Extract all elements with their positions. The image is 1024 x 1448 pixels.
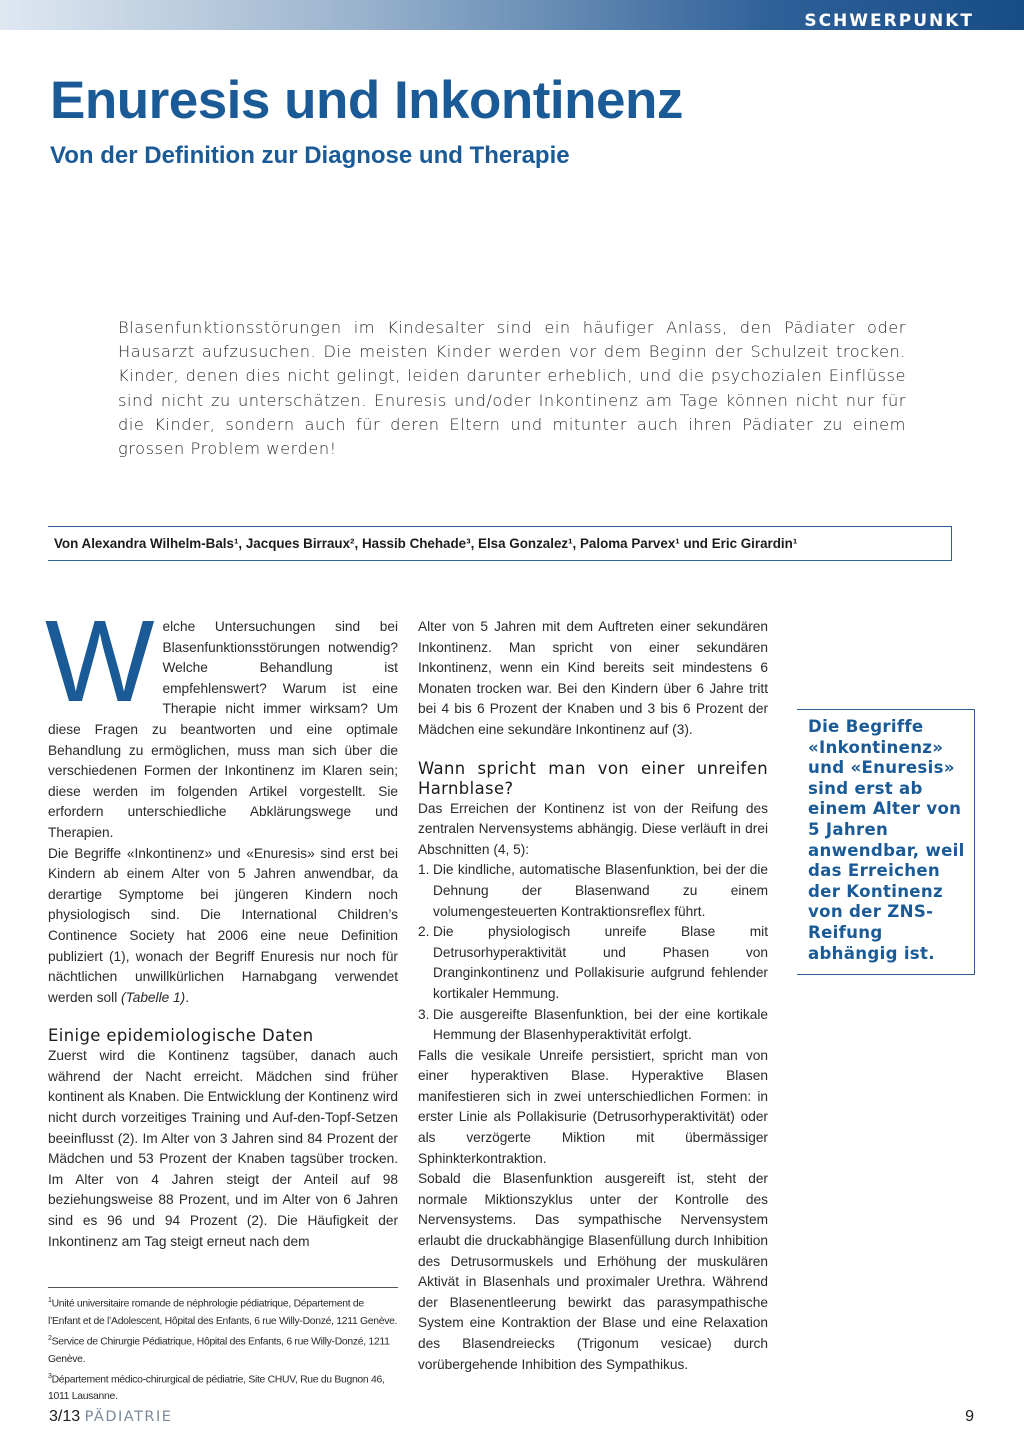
list-text: Die ausgereifte Blasenfunktion, bei der eine kortikale Hemmung der Blasenhyperaktivität erfolgt. [433,1006,768,1043]
intro-text: elche Untersuchungen sind bei Blasenfunktionsstörungen notwendig? Welche Behandlung ist empfehlenswert? Warum ist eine Therapie nicht immer wirksam? Um diese Fragen zu beantworten und eine optimale Behandlung zu ermöglichen, muss man sich über die verschiedenen Formen der Inkontinenz im Klaren sein; diese werden im folgenden Artikel vorgestellt. Sie erfordern unterschiedliche Abklärungswege und Therapien. [48,619,398,840]
text-column-middle [418,617,768,1375]
article-abstract: Blasenfunktionsstörungen im Kindesalter sind ein häufiger Anlass, den Pädiater oder Hausarzt aufzusuchen. Die meisten Kinder werden vor dem Beginn der Schulzeit trocken. Kinder, denen dies nicht gelingt, leiden darunter erheblich, und die psychozialen Einflüsse sind nicht zu unterschätzen. Enuresis und/oder Inkontinenz am Tage können nicht nur für die Kinder, sondern auch für deren Eltern und mitunter auch ihren Pädiater zu einem grossen Problem werden! [118,318,906,459]
pull-quote: Die Begriffe «Inkontinenz» und «Enuresis» sind erst ab einem Alter von 5 Jahren anwendbar, weil das Erreichen der Kontinenz von der ZNS-Reifung abhängig ist. [808,717,965,963]
list-number: 1. [418,862,430,878]
article-title: Enuresis und Inkontinenz [50,71,683,130]
page-number: 9 [965,1408,974,1425]
journal-name: PÄDIATRIE [84,1409,173,1425]
list-number: 2. [418,924,430,940]
maturation-steps-list [418,860,768,1045]
list-item [418,860,768,922]
footnote-text: Service de Chirurgie Pédiatrique, Hôpital des Enfants, 6 rue Willy-Donzé, 1211 Genève. [48,1336,390,1365]
section-heading-bladder: Wann spricht man von einer unreifen Harnblase? [418,758,768,798]
footnote-text: Département médico-chirurgical de pédiatrie, Site CHUV, Rue du Bugnon 46, 1011 Lausanne. [48,1374,385,1403]
authors-box [48,527,952,561]
list-text: Die physiologisch unreife Blase mit Detrusorhyperaktivität und Phasen von Dranginkontinenz und Pollakisurie aufgrund fehlender kortikaler Hemmung. [433,924,768,1001]
paragraph: Alter von 5 Jahren mit dem Auftreten einer sekundären Inkontinenz. Man spricht von einer sekundären Inkontinenz, wenn ein Kind bereits seit mindestens 6 Monaten trocken war. Bei den Kindern über 6 Jahre tritt bei 4 bis 6 Prozent der Knaben und 3 bis 6 Prozent der Mädchen eine sekundäre Inkontinenz auf (3). [418,619,768,737]
list-text: Die kindliche, automatische Blasenfunktion, bei der die Dehnung der Blasenwand zu einem volumengesteuerten Kontraktionsreflex führt. [433,862,768,919]
paragraph-text: Die Begriffe «Inkontinenz» und «Enuresis» sind erst bei Kindern ab einem Alter von 5 Jahren anwendbar, da derartige Symptome bei jüngeren Kindern noch physiologisch sind. Die International Children’s Continence Society hat 2006 eine neue Definition publiziert (1), wonach der Begriff Enuresis nur noch für nächtlichen unwillkürlichen Harnabgang verwendet werden soll [48,845,398,1005]
paragraph: Zuerst wird die Kontinenz tagsüber, danach auch während der Nacht erreicht. Mädchen sind früher kontinent als Knaben. Die Entwicklung der Kontinenz wird nicht durch vorzeitiges Training und Auf-den-Topf-Setzen beeinflusst (2). Im Alter von 3 Jahren sind 84 Prozent der Mädchen und 53 Prozent der Knaben tagsüber trocken. Im Alter von 4 Jahren steigt der Anteil auf 98 beziehungsweise 88 Prozent, und im Alter von 6 Jahren sind es 96 und 94 Prozent (2). Die Häufigkeit der Inkontinenz am Tag steigt erneut nach dem [48,1048,398,1249]
footnote-3: $^3$Département médico-chirurgical de pédiatrie, Site CHUV, Rue du Bugnon 46, 1011 Lausanne. [48,1372,385,1403]
list-number: 3. [418,1006,430,1022]
paragraph: Das Erreichen der Kontinenz ist von der Reifung des zentralen Nervensystems abhängig. Diese verläuft in drei Abschnitten (4, 5): [418,800,768,857]
paragraph: Falls die vesikale Unreife persistiert, spricht man von einer hyperaktiven Blase. Hyperaktive Blasen manifestieren sich in zwei unterschiedlichen Formen: in erster Linie als Pollakisurie (Detrusorhyperaktivität) oder als verzögerte Miktion mit übermässiger Sphinkterkontraktion. [418,1047,768,1166]
paragraph: Sobald die Blasenfunktion ausgereift ist, steht der normale Miktionszyklus unter der Kontrolle des Nervensystems. Das sympathische Nervensystem erlaubt die druckabhängige Blasenfüllung durch Inhibition des Detrusormuskels und Erhöhung der muskulären Aktivät in Blasenhals und proximaler Urethra. Während der Blasenentleerung bewirkt das parasympathische System eine Kontraktion der Blase und eine Relaxation des Blasendreiecks (Trigonum vesicae) durch vorübergehende Inhibition des Sympathikus. [418,1171,768,1372]
pull-quote-box [797,709,975,975]
list-item [418,922,768,1004]
article-subtitle: Von der Definition zur Diagnose und Therapie [50,142,570,169]
footnote-2: $^2$Service de Chirurgie Pédiatrique, Hôpital des Enfants, 6 rue Willy-Donzé, 1211 Genève. [48,1334,390,1365]
section-header-bar [0,0,1024,30]
footnote-text: Unité universitaire romande de néphrologie pédiatrique, Département de l’Enfant et de l’Adolescent, Hôpital des Enfants, 6 rue Willy-Donzé, 1211 Genève. [48,1298,398,1327]
section-heading-epidemiology: Einige epidemiologische Daten [48,1026,314,1046]
intro-paragraph [45,596,398,844]
footnotes [48,1287,398,1406]
paragraph-end: . [185,989,190,1005]
drop-cap: W [45,596,155,726]
authors-line: Von Alexandra Wilhelm-Bals¹, Jacques Birraux², Hassib Chehade³, Elsa Gonzalez¹, Paloma Parvex¹ und Eric Girardin¹ [54,536,798,551]
issue-number: 3/13 [49,1408,81,1425]
table-reference: (Tabelle 1) [121,989,186,1005]
footnote-1: $^1$Unité universitaire romande de néphrologie pédiatrique, Département de l’Enfant et de l’Adolescent, Hôpital des Enfants, 6 rue Willy-Donzé, 1211 Genève. [48,1297,398,1327]
footer-issue [49,1408,172,1426]
list-item [418,1005,768,1046]
text-column-left [45,596,398,1252]
section-tag: SCHWERPUNKT [804,11,974,31]
paragraph [48,844,398,1009]
